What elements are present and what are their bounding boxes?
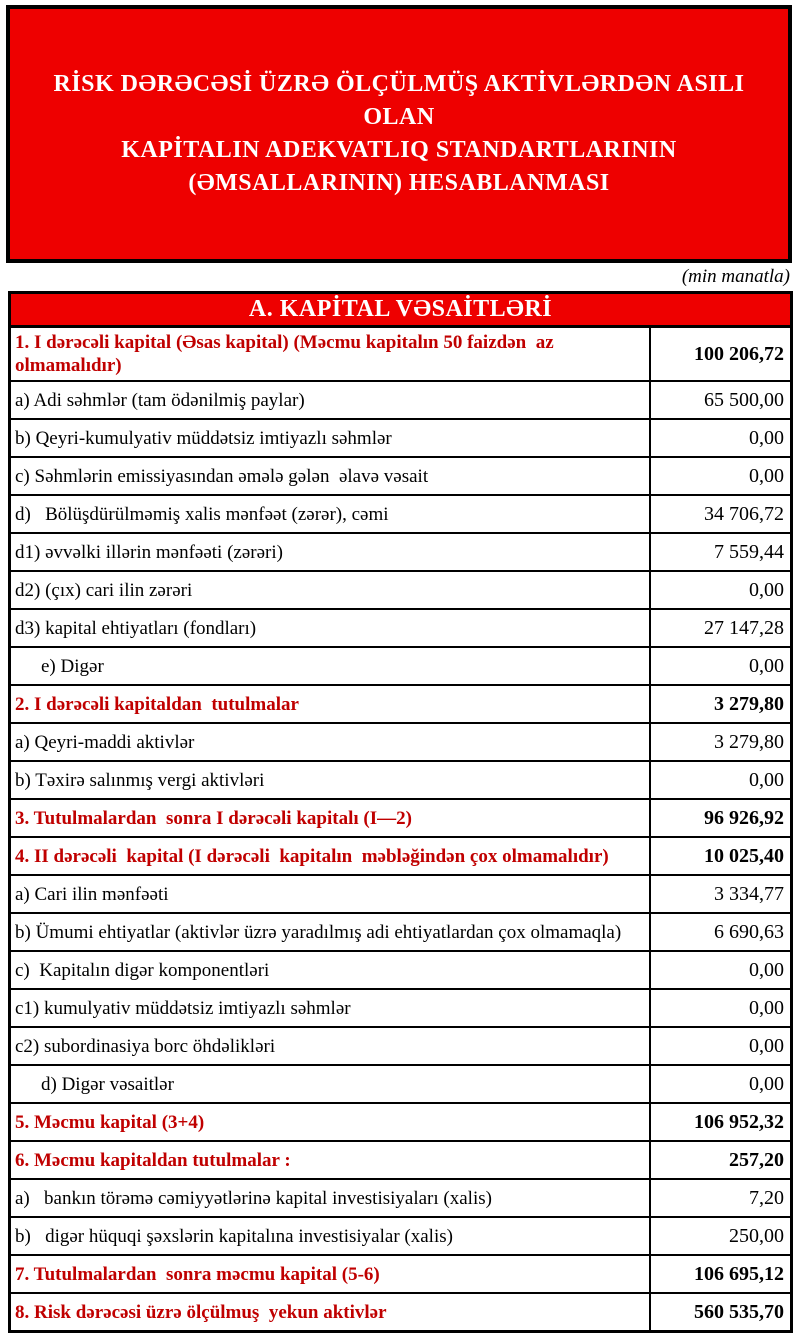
table-row [11, 1026, 790, 1064]
row-label: 5. Məcmu kapital (3+4) [15, 1111, 205, 1133]
row-label: 7. Tutulmalardan sonra məcmu kapital (5-6) [15, 1263, 380, 1285]
table-row [11, 1178, 790, 1216]
row-value: 0,00 [649, 1028, 790, 1064]
table-row [11, 874, 790, 912]
row-label: 1. I dərəcəli kapital (Əsas kapital) (Məcmu kapitalın 50 faizdən az olmamalıdır) [15, 332, 554, 376]
report-title-line-3: (ƏMSALLARININ) HESABLANMASI [188, 170, 610, 196]
table-row [11, 1064, 790, 1102]
row-label: b) Ümumi ehtiyatlar (aktivlər üzrə yaradılmış adi ehtiyatlardan çox olmamaqla) [15, 921, 622, 943]
row-label: 3. Tutulmalardan sonra I dərəcəli kapitalı (I—2) [15, 807, 412, 829]
row-label: c2) subordinasiya borc öhdəlikləri [15, 1035, 276, 1057]
row-label: a) Cari ilin mənfəəti [15, 883, 169, 905]
row-label: b) digər hüquqi şəxslərin kapitalına investisiyalar (xalis) [15, 1225, 453, 1247]
capital-table [8, 291, 793, 1333]
table-row [11, 570, 790, 608]
table-row [11, 418, 790, 456]
table-body [11, 328, 790, 1330]
table-row [11, 1292, 790, 1330]
row-value: 10 025,40 [649, 838, 790, 874]
table-row [11, 798, 790, 836]
table-row [11, 988, 790, 1026]
row-value: 7 559,44 [649, 534, 790, 570]
row-label: b) Qeyri-kumulyativ müddətsiz imtiyazlı səhmlər [15, 427, 392, 449]
table-row [11, 608, 790, 646]
report-title-banner [6, 5, 792, 263]
row-value: 0,00 [649, 1066, 790, 1102]
row-value: 3 279,80 [649, 686, 790, 722]
table-row [11, 684, 790, 722]
table-row [11, 494, 790, 532]
row-value: 27 147,28 [649, 610, 790, 646]
row-value: 100 206,72 [649, 328, 790, 380]
row-value: 106 695,12 [649, 1256, 790, 1292]
row-value: 560 535,70 [649, 1294, 790, 1330]
row-value: 0,00 [649, 762, 790, 798]
row-label: d) Digər vəsaitlər [41, 1073, 174, 1095]
table-row [11, 532, 790, 570]
row-label: c) Kapitalın digər komponentləri [15, 959, 270, 981]
row-value: 0,00 [649, 952, 790, 988]
table-row [11, 1216, 790, 1254]
row-value: 65 500,00 [649, 382, 790, 418]
table-section-header: A. KAPİTAL VƏSAİTLƏRİ [11, 294, 790, 328]
table-row [11, 1254, 790, 1292]
row-label: d1) əvvəlki illərin mənfəəti (zərəri) [15, 541, 283, 563]
row-label: c) Səhmlərin emissiyasından əmələ gələn əlavə vəsait [15, 465, 429, 487]
table-row [11, 836, 790, 874]
row-value: 0,00 [649, 572, 790, 608]
row-value: 250,00 [649, 1218, 790, 1254]
row-value: 96 926,92 [649, 800, 790, 836]
table-row [11, 646, 790, 684]
row-value: 3 279,80 [649, 724, 790, 760]
row-label: a) Qeyri-maddi aktivlər [15, 731, 195, 753]
table-row [11, 1102, 790, 1140]
row-label: e) Digər [41, 655, 104, 677]
row-value: 257,20 [649, 1142, 790, 1178]
row-label: c1) kumulyativ müddətsiz imtiyazlı səhmlər [15, 997, 351, 1019]
unit-note: (min manatla) [681, 266, 790, 287]
report-title-line-1: RİSK DƏRƏCƏSİ ÜZRƏ ÖLÇÜLMÜŞ AKTİVLƏRDƏN ASILI OLAN [53, 71, 745, 130]
row-label: d3) kapital ehtiyatları (fondları) [15, 617, 257, 639]
table-row [11, 912, 790, 950]
table-row [11, 456, 790, 494]
row-value: 0,00 [649, 420, 790, 456]
row-value: 3 334,77 [649, 876, 790, 912]
row-label: b) Təxirə salınmış vergi aktivləri [15, 769, 265, 791]
table-row [11, 950, 790, 988]
row-value: 0,00 [649, 648, 790, 684]
table-row [11, 760, 790, 798]
row-label: 4. II dərəcəli kapital (I dərəcəli kapitalın məbləğindən çox olmamalıdır) [15, 845, 609, 867]
report-title-line-2: KAPİTALIN ADEKVATLIQ STANDARTLARININ [121, 137, 677, 163]
row-value: 7,20 [649, 1180, 790, 1216]
table-row [11, 1140, 790, 1178]
row-label: d) Bölüşdürülməmiş xalis mənfəət (zərər), cəmi [15, 503, 389, 525]
row-label: a) bankın törəmə cəmiyyətlərinə kapital investisiyaları (xalis) [15, 1187, 492, 1209]
row-value: 34 706,72 [649, 496, 790, 532]
table-row [11, 722, 790, 760]
row-label: 6. Məcmu kapitaldan tutulmalar : [15, 1149, 291, 1171]
row-label: a) Adi səhmlər (tam ödənilmiş paylar) [15, 389, 305, 411]
row-label: 2. I dərəcəli kapitaldan tutulmalar [15, 693, 299, 715]
table-row [11, 328, 790, 380]
report-title [10, 68, 788, 200]
row-value: 6 690,63 [649, 914, 790, 950]
row-value: 0,00 [649, 990, 790, 1026]
row-label: d2) (çıx) cari ilin zərəri [15, 579, 193, 601]
table-row [11, 380, 790, 418]
row-label: 8. Risk dərəcəsi üzrə ölçülmuş yekun aktivlər [15, 1301, 387, 1323]
row-value: 106 952,32 [649, 1104, 790, 1140]
row-value: 0,00 [649, 458, 790, 494]
